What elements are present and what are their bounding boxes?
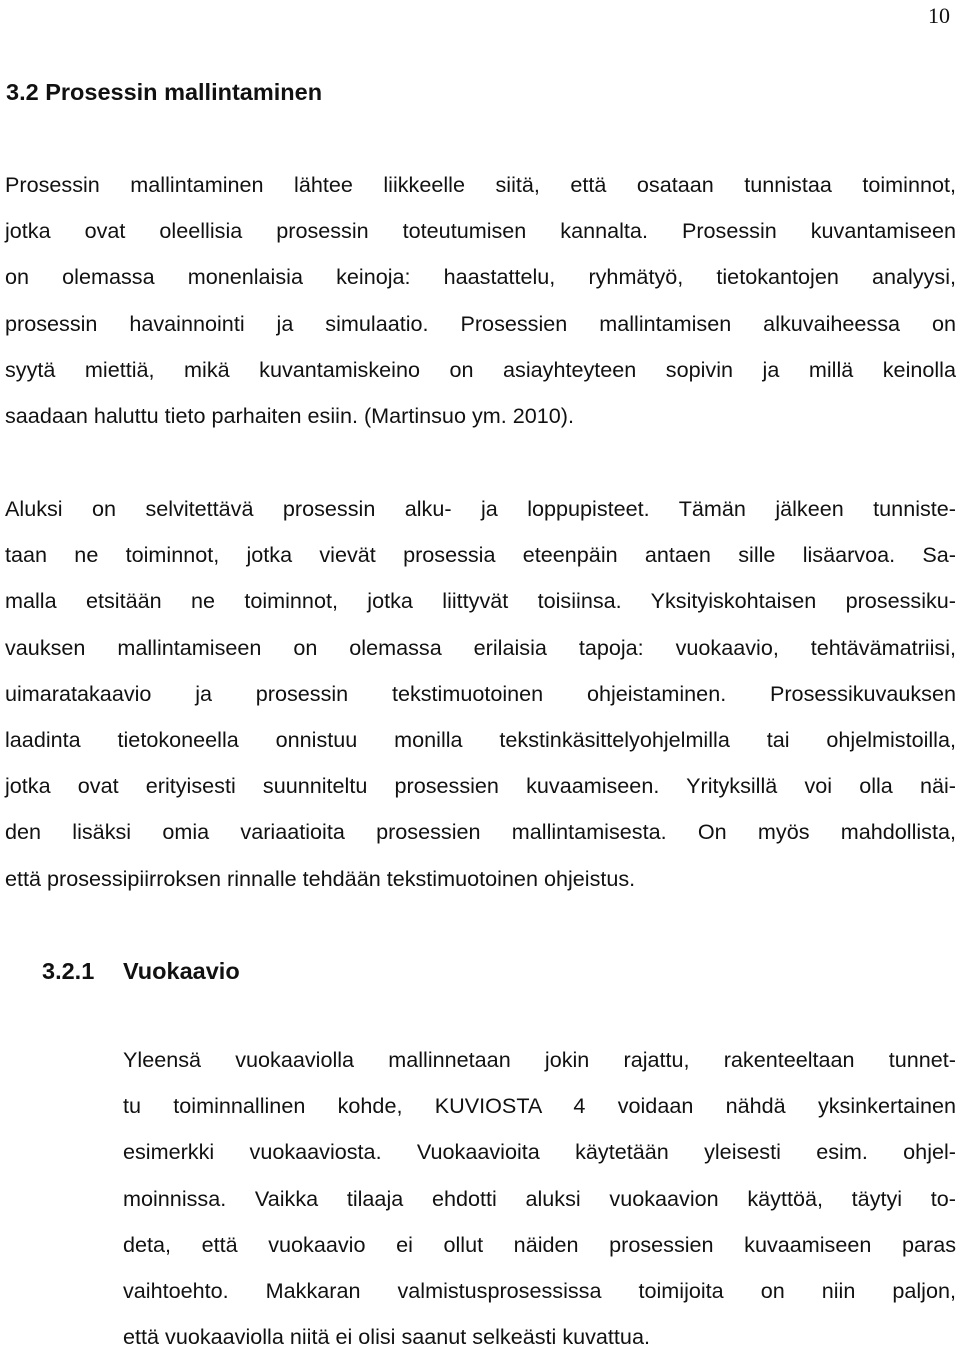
text-line: on olemassa monenlaisia keinoja: haastattelu, ryhmätyö, tietokantojen analyysi, <box>5 264 956 290</box>
text-line: Aluksi on selvitettävä prosessin alku- ja loppupisteet. Tämän jälkeen tunniste- <box>5 496 956 521</box>
text-line: jotka ovat oleellisia prosessin toteutumisen kannalta. Prosessin kuvantamiseen <box>5 218 956 244</box>
text-line: vauksen mallintamiseen on olemassa erilaisia tapoja: vuokaavio, tehtävämatriisi, <box>5 634 956 660</box>
text-line: että vuokaaviolla niitä ei olisi saanut selkeästi kuvattua. <box>123 1324 650 1350</box>
subsection-heading <box>42 955 240 987</box>
text-line: saadaan haluttu tieto parhaiten esiin. (Martinsuo ym. 2010). <box>5 402 574 428</box>
text-line: taan ne toiminnot, jotka vievät prosessia eteenpäin antaen sille lisäarvoa. Sa- <box>5 542 956 568</box>
text-line: laadinta tietokoneella onnistuu monilla tekstinkäsittelyohjelmilla tai ohjelmistoilla, <box>5 726 956 752</box>
text-line: den lisäksi omia variaatioita prosessien mallintamisesta. On myös mahdollista, <box>5 819 956 845</box>
text-line: Yleensä vuokaaviolla mallinnetaan jokin rajattu, rakenteeltaan tunnet- <box>123 1047 956 1072</box>
paragraph-process-modeling-intro <box>5 162 956 439</box>
text-line: prosessin havainnointi ja simulaatio. Prosessien mallintamisen alkuvaiheessa on <box>5 310 956 336</box>
text-line: tu toiminnallinen kohde, KUVIOSTA 4 voidaan nähdä yksinkertainen <box>123 1093 956 1119</box>
text-line: Prosessin mallintaminen lähtee liikkeelle siitä, että osataan tunnistaa toiminnot, <box>5 172 956 197</box>
text-line: että prosessipiirroksen rinnalle tehdään tekstimuotoinen ohjeistus. <box>5 865 636 891</box>
text-line: moinnissa. Vaikka tilaaja ehdotti aluksi vuokaavion käyttöä, täytyi to- <box>123 1185 956 1211</box>
subsection-number: 3.2.1 <box>42 958 95 984</box>
section-heading: 3.2 Prosessin mallintaminen <box>6 79 323 105</box>
text-line: syytä miettiä, mikä kuvantamiskeino on asiayhteyteen sopivin ja millä keinolla <box>5 356 956 382</box>
text-line: jotka ovat erityisesti suunniteltu prosessien kuvaamiseen. Yrityksillä voi olla näi- <box>5 773 956 799</box>
text-line: deta, että vuokaavio ei ollut näiden prosessien kuvaamiseen paras <box>123 1231 956 1257</box>
subsection-title: Vuokaavio <box>123 958 240 984</box>
paragraph-modeling-methods <box>5 486 956 902</box>
text-line: uimaratakaavio ja prosessin tekstimuotoinen ohjeistaminen. Prosessikuvauksen <box>5 680 956 706</box>
paragraph-flowchart <box>123 1037 956 1360</box>
text-line: esimerkki vuokaaviosta. Vuokaavioita käytetään yleisesti esim. ohjel- <box>123 1139 956 1165</box>
text-line: malla etsitään ne toiminnot, jotka liittyvät toisiinsa. Yksityiskohtaisen prosessiku- <box>5 588 956 614</box>
text-line: vaihtoehto. Makkaran valmistusprosessissa toimijoita on niin paljon, <box>123 1277 956 1303</box>
page-number: 10 <box>928 3 950 28</box>
